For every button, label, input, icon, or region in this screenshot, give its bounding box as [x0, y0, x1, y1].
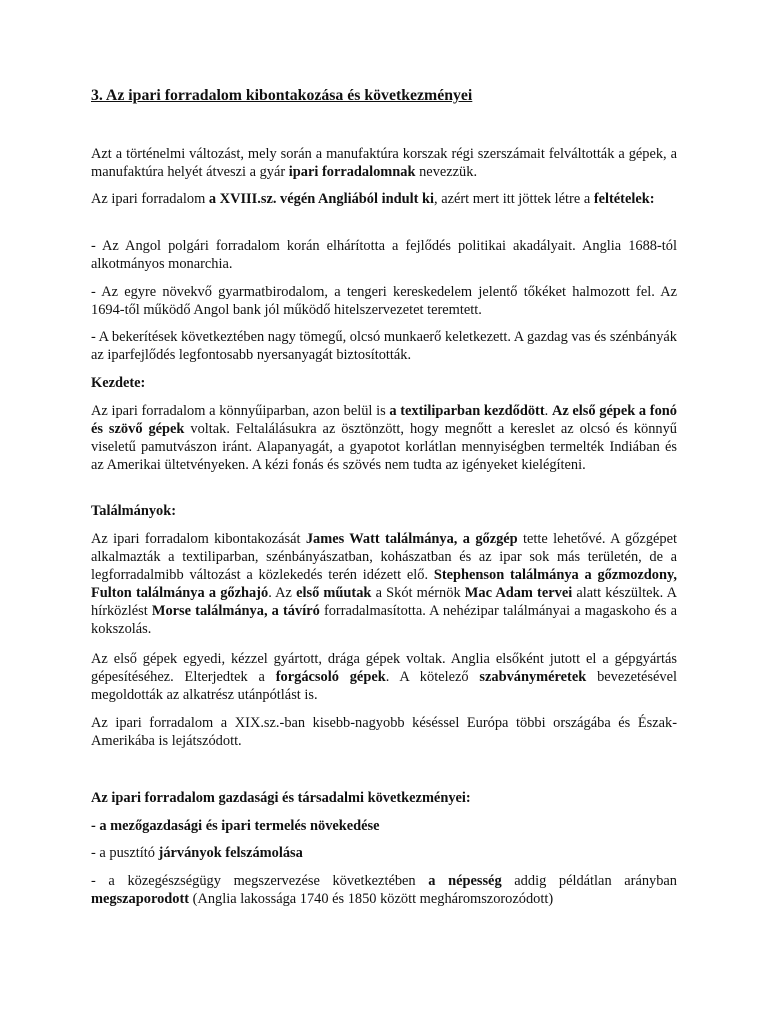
consequence-item-3-text-3: (Anglia lakossága 1740 és 1850 között megháromszorozódott): [189, 891, 554, 907]
talalmanyok-text-2: tette lehetővé. A gőzgépet alkalmazták a textiliparban, szénbányászatban, kohászatban és az ipar sok más területén, de a legforradalmibb változást a közlekedés terén idézett elő.: [91, 531, 677, 583]
origin-bold-text: a XVIII.sz. végén Angliából indult ki: [205, 191, 434, 207]
consequence-item-3-bold-1: a népesség: [428, 873, 502, 889]
talalmanyok-text-1: Az ipari forradalom kibontakozását: [91, 531, 306, 547]
kezdete-heading: [91, 374, 677, 392]
machines-bold-2: szabványméretek: [479, 669, 587, 685]
consequence-item-3-bold-2: megszaporodott: [91, 891, 190, 907]
machines-text-1: Az első gépek egyedi, kézzel gyártott, drága gépek voltak. Anglia elsőként jutott el a gépgyártás gépesítéséhez. Elterjedtek a: [91, 651, 677, 685]
talalmanyok-paragraph: [91, 530, 677, 638]
condition-item-2: - Az egyre növekvő gyarmatbirodalom, a tengeri kereskedelem jelentő tőkéket halmozott fel. Az 1694-től működő Angol bank jól működő hitelszervezetet teremtett.: [91, 284, 677, 318]
intro-bold-term: ipari forradalomnak: [288, 164, 416, 180]
machines-text-2: . A kötelező: [385, 669, 480, 685]
origin-text-mid: , azért mert itt jöttek létre a: [434, 191, 594, 207]
consequence-item-2-text: - a pusztító: [91, 845, 159, 861]
origin-text: Az ipari forradalom: [91, 191, 206, 207]
talalmanyok-bold-3: első műutak: [296, 585, 372, 601]
kezdete-bold-2: Az első gépek a fonó és szövő gépek: [91, 403, 677, 437]
kezdete-text-1: Az ipari forradalom a könnyűiparban, azon belül is: [91, 403, 390, 419]
machines-bold-1: forgácsoló gépek: [275, 669, 386, 685]
talalmanyok-text-4: a Skót mérnök: [371, 585, 465, 601]
consequence-item-2: [91, 844, 677, 862]
consequence-item-1-text: - a mezőgazdasági és ipari termelés növekedése: [91, 818, 380, 834]
consequence-item-1: [91, 817, 677, 835]
kezdete-text-3: voltak. Feltalálásukra az ösztönzött, hogy megnőtt a kereslet az olcsó és könnyű viseletű pamutvászon iránt. Alapanyagát, a gyapotot korlátlan mennyiségben termelték Indiában és az Amerikai ültetvényeken. A kézi fonás és szövés nem tudta az igényeket kielégíteni.: [91, 421, 677, 473]
talalmanyok-heading-text: Találmányok:: [91, 503, 177, 519]
intro-paragraph: [91, 145, 677, 181]
consequence-item-2-bold: járványok felszámolása: [158, 845, 303, 861]
consequence-item-3-text-1: - a közegészségügy megszervezése következtében: [91, 873, 429, 889]
consequence-item-3: [91, 872, 677, 908]
origin-paragraph: [91, 190, 677, 208]
talalmanyok-text-5: alatt készültek. A hírközlést: [91, 585, 678, 619]
kezdete-heading-text: Kezdete:: [91, 375, 146, 391]
condition-item-1: - Az Angol polgári forradalom korán elhárította a fejlődés politikai akadályait. Anglia 1688-tól alkotmányos monarchia.: [91, 238, 677, 272]
condition-item-3: - A bekerítések következtében nagy tömegű, olcsó munkaerő keletkezett. A gazdag vas és szénbányák az iparfejlődés legfontosabb nyersanyagát biztosították.: [91, 329, 677, 363]
talalmanyok-text-6: forradalmasította. A nehézipar találmányai a magaskoho és a kokszolás.: [91, 603, 677, 637]
conditions-label: feltételek:: [593, 191, 655, 207]
kezdete-paragraph: [91, 402, 677, 474]
intro-text: Azt a történelmi változást, mely során a manufaktúra korszak régi szerszámait felváltották a gépek, a manufaktúra helyét átveszi a gyár: [91, 146, 677, 180]
machines-paragraph: [91, 650, 677, 704]
consequence-item-3-text-2: addig példátlan arányban: [501, 873, 678, 889]
kezdete-bold-1: a textiliparban kezdődött: [389, 403, 545, 419]
kezdete-text-2: .: [544, 403, 552, 419]
intro-text-end: nevezzük.: [415, 164, 478, 180]
consequences-heading-text: Az ipari forradalom gazdasági és társadalmi következményei:: [91, 790, 471, 806]
talalmanyok-bold-4: Mac Adam tervei: [464, 585, 573, 601]
spread-paragraph: Az ipari forradalom a XIX.sz.-ban kisebb-nagyobb késéssel Európa többi országába és Észak-Amerikába is lejátszódott.: [91, 715, 677, 749]
page-title: 3. Az ipari forradalom kibontakozása és következményei: [91, 87, 473, 104]
consequences-heading: [91, 789, 677, 807]
talalmanyok-bold-5: Morse találmánya, a távíró: [151, 603, 320, 619]
talalmanyok-heading: [91, 502, 677, 520]
machines-text-3: bevezetésével megoldották az alkatrész utánpótlást is.: [91, 669, 677, 703]
talalmanyok-text-3: . Az: [268, 585, 297, 601]
talalmanyok-bold-1: James Watt találmánya, a gőzgép: [305, 531, 518, 547]
talalmanyok-bold-2: Stephenson találmánya a gőzmozdony, Fulton találmánya a gőzhajó: [91, 567, 677, 601]
